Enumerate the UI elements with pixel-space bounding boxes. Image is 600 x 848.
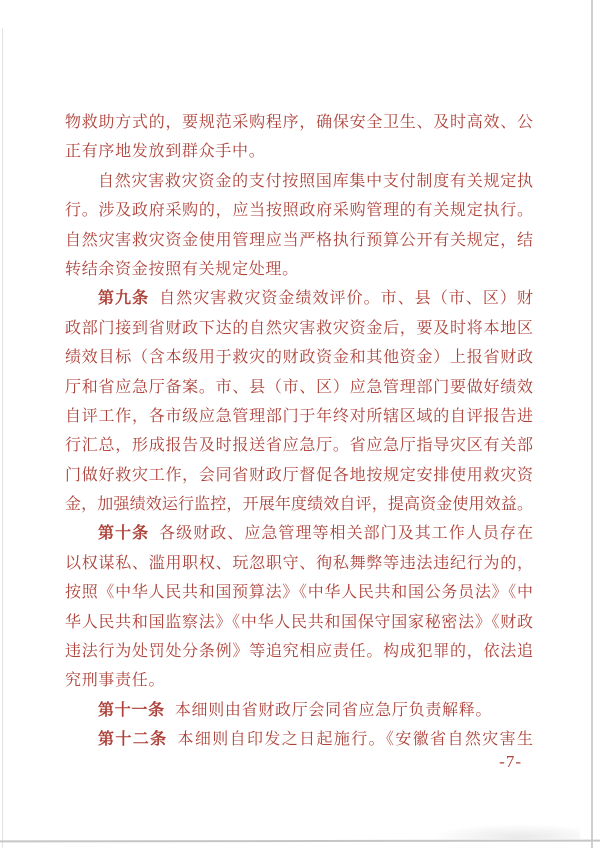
scan-smudge — [430, 824, 580, 840]
text-line-article-12 — [65, 725, 533, 754]
text-line-content: 绩效目标（含本级用于救灾的财政资金和其他资金）上报省财政 — [65, 349, 533, 367]
text-line-content: 自然灾害救灾资金的支付按照国库集中支付制度有关规定执 — [98, 172, 533, 190]
text-line — [65, 373, 533, 402]
text-line-content: 各级财政、应急管理等相关部门及其工作人员存在 — [159, 525, 533, 543]
text-line — [65, 490, 533, 519]
text-line-content: 本细则由省财政厅会同省应急厅负责解释。 — [174, 701, 493, 719]
text-line-article-10 — [65, 519, 533, 548]
text-line-content: 自评工作，各市级应急管理部门于年终对所辖区域的自评报告进 — [65, 407, 533, 425]
text-line — [65, 343, 533, 372]
text-line-article-9 — [65, 284, 533, 313]
article-number: 第十条 — [98, 525, 150, 543]
text-line-content: 华人民共和国监察法》《中华人民共和国保守国家秘密法》《财政 — [65, 613, 533, 631]
text-line-content: 转结余资金按照有关规定处理。 — [65, 260, 299, 278]
scan-edge-left — [2, 28, 3, 848]
text-line — [65, 196, 533, 225]
text-line-content: 厅和省应急厅备案。市、县（市、区）应急管理部门要做好绩效 — [65, 378, 533, 396]
scan-edge-bottom — [0, 840, 600, 843]
text-line — [65, 108, 533, 137]
article-number: 第十一条 — [98, 701, 165, 719]
text-line-content: 本细则自印发之日起施行。《安徽省自然灾害生 — [177, 731, 533, 749]
text-line — [65, 402, 533, 431]
article-number: 第九条 — [98, 290, 150, 308]
text-line-content: 门做好救灾工作，会同省财政厅督促各地按规定安排使用救灾资 — [65, 466, 533, 484]
text-line-content: 自然灾害救灾资金绩效评价。市、县（市、区）财 — [159, 290, 533, 308]
text-line — [65, 578, 533, 607]
text-line-content: 正有序地发放到群众手中。 — [65, 143, 266, 161]
text-line — [65, 226, 533, 255]
text-line — [65, 431, 533, 460]
text-line-content: 行。涉及政府采购的，应当按照政府采购管理的有关规定执行。 — [65, 202, 533, 220]
text-line-content: 违法行为处罚处分条例》等追究相应责任。构成犯罪的，依法追 — [65, 643, 533, 661]
text-line — [65, 608, 533, 637]
text-line — [65, 167, 533, 196]
text-line — [65, 314, 533, 343]
text-line — [65, 137, 533, 166]
text-line — [65, 255, 533, 284]
text-line-content: 自然灾害救灾资金使用管理应当严格执行预算公开有关规定，结 — [65, 231, 533, 249]
page-number: -7- — [499, 752, 522, 771]
document-body — [65, 108, 533, 755]
text-line — [65, 461, 533, 490]
text-line-article-11 — [65, 696, 533, 725]
text-line-content: 政部门接到省财政下达的自然灾害救灾资金后，要及时将本地区 — [65, 319, 533, 337]
text-line — [65, 637, 533, 666]
text-line-content: 物救助方式的，要规范采购程序，确保安全卫生、及时高效、公 — [65, 114, 533, 131]
text-line — [65, 666, 533, 695]
article-number: 第十二条 — [98, 731, 168, 749]
text-line-content: 以权谋私、滥用职权、玩忽职守、徇私舞弊等违法违纪行为的， — [65, 554, 533, 572]
text-line-content: 金，加强绩效运行监控，开展年度绩效自评，提高资金使用效益。 — [65, 496, 533, 514]
text-line-content: 究刑事责任。 — [65, 672, 166, 690]
text-line — [65, 549, 533, 578]
text-line-content: 行汇总，形成报告及时报送省应急厅。省应急厅指导灾区有关部 — [65, 437, 533, 455]
scan-edge-right — [591, 0, 593, 848]
text-line-content: 按照《中华人民共和国预算法》《中华人民共和国公务员法》《中 — [65, 584, 533, 602]
